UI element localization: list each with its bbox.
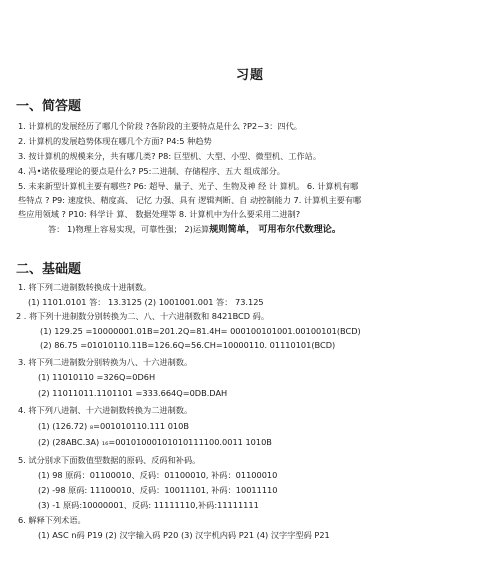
question-3: 3. 按计算机的规模来分，共有哪几类? P8: 巨型机、大型、小型、微型机、工作站。 [18, 151, 322, 161]
problem-4-answer-2: (2) (28ABC.3A) ₁₆=00101000101010111100.0011 1010B [38, 437, 272, 447]
problem-3-answer-2: (2) 11011011.1101101 =333.664Q=0DB.DAH [38, 388, 228, 398]
page-title: 习题 [235, 68, 264, 83]
answer-line [48, 224, 341, 235]
question-5-line-1: 5. 未来新型计算机主要有哪些? P6: 超导、量子、光子、生物及神 经 计 算机。 6. 计算机有哪 [18, 181, 359, 191]
problem-5-answer-1: (1) 98 原码：01100010、反码：01100010, 补码：01100010 [38, 470, 278, 480]
question-5-line-3: 些应用领域 ? P10: 科学计 算、 数据处理等 8. 计算机中为什么要采用二进制? [18, 209, 301, 219]
problem-6: 6. 解释下列术语。 [18, 515, 86, 525]
answer-prefix: 答： 1)物理上容易实现，可靠性强； 2)运算 [48, 224, 210, 234]
problem-5: 5. 试分别求下面数值型数据的原码、反码和补码。 [18, 455, 201, 465]
section-heading-basic: 二、基础题 [16, 262, 82, 277]
problem-1-answer: (1) 1101.0101 答： 13.3125 (2) 1001001.001 答： 73.125 [28, 297, 264, 307]
question-2: 2. 计算机的发展趋势体现在哪几个方面? P4:5 种趋势 [18, 136, 212, 146]
answer-bold: 规则简单， 可用布尔代数理论。 [209, 224, 342, 235]
question-4: 4. 冯•诺依曼理论的要点是什么? P5:二进制、存储程序、五大 组成部分。 [18, 166, 285, 176]
problem-1: 1. 将下列二进制数转换成十进制数。 [18, 282, 152, 292]
problem-2-answer-1: (1) 129.25 =10000001.01B=201.2Q=81.4H= 000100101001.00100101(BCD) [40, 326, 361, 336]
question-5-line-2: 些特点 ? P9: 速度快、精度高、 记忆 力强、具有 逻辑判断、自 动控制能力 7. 计算机主要有哪 [18, 195, 362, 205]
problem-5-answer-3: (3) -1 原码:10000001、反码: 11111110,补码:11111111 [38, 500, 259, 510]
question-1: 1. 计算机的发展经历了哪几个阶段 ?各阶段的主要特点是什么 ?P2~3：四代。 [18, 121, 302, 131]
problem-4-answer-1: (1) (126.72) ₈=001010110.111 010B [38, 421, 189, 431]
problem-5-answer-2: (2) -98 原码: 11100010、反码：10011101, 补码：10011110 [38, 485, 278, 495]
problem-2: 2 . 将下列十进制数分别转换为二、八、十六进制数和 8421BCD 码。 [16, 311, 270, 321]
problem-4: 4. 将下列八进制、十六进制数转换为二进制数。 [18, 405, 193, 415]
problem-3: 3. 将下列二进制数分别转换为八、十六进制数。 [18, 357, 193, 367]
section-heading-short-answer: 一、简答题 [16, 99, 82, 114]
problem-6-answer: (1) ASC n码 P19 (2) 汉字输入码 P20 (3) 汉字机内码 P21 (4) 汉字字型码 P21 [38, 530, 330, 540]
problem-2-answer-2: (2) 86.75 =01010110.11B=126.6Q=56.CH=10000110. 01110101(BCD) [40, 340, 336, 350]
problem-3-answer-1: (1) 11010110 =326Q=0D6H [38, 372, 156, 382]
